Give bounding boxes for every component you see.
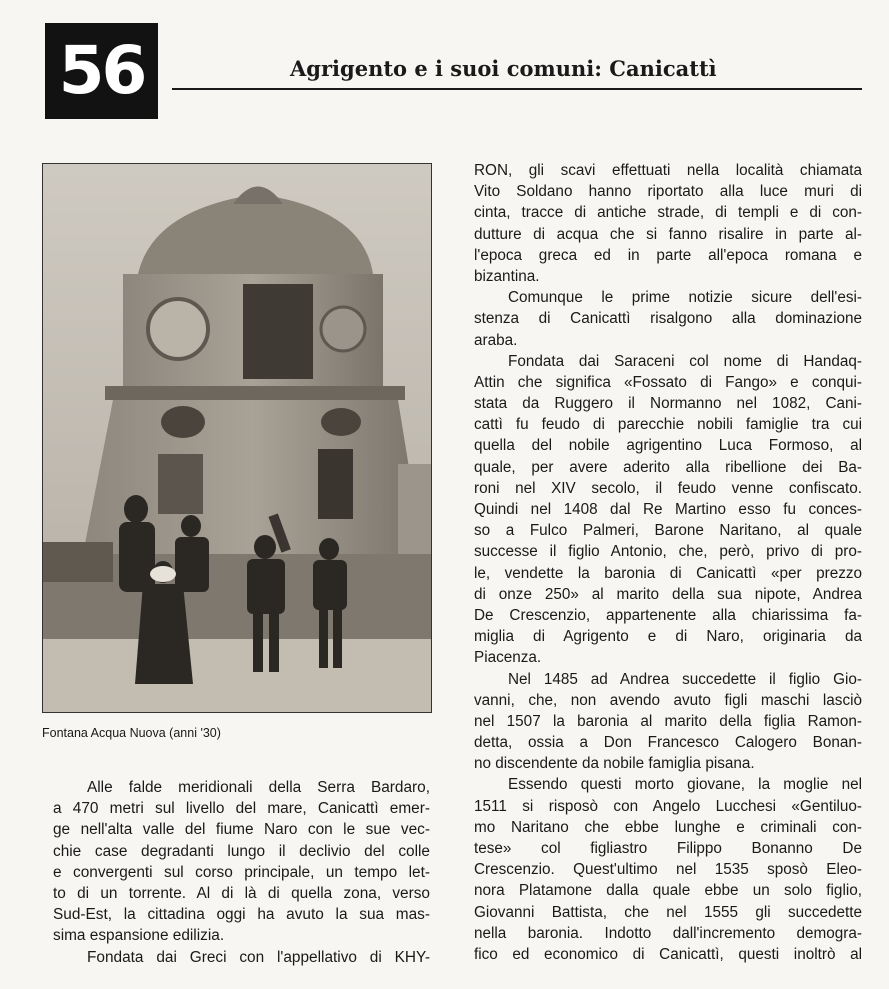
- text-line: di onze 250» al marito della sua nipote, Andrea: [474, 585, 862, 603]
- text-line: cinta, tracce di antiche strade, di templi e di con-: [474, 204, 862, 222]
- header-rule: [172, 88, 862, 90]
- text-line: roni nel XIV secolo, il feudo venne confiscato.: [474, 479, 862, 497]
- text-line: Nel 1485 ad Andrea succedette il figlio Gio-: [508, 670, 862, 688]
- text-line: l'epoca greca ed in parte all'epoca romana e: [474, 246, 862, 264]
- left-text-column: [53, 777, 430, 968]
- text-line: stenza di Canicattì risalgono alla dominazione: [474, 310, 862, 328]
- text-line: Attin che significa «Fossato di Fango» e conqui-: [474, 373, 862, 391]
- text-line: cattì fu feudo di parecchie nobili famiglie tra cui: [474, 416, 862, 434]
- text-line: RON, gli scavi effettuati nella località chiamata: [474, 162, 862, 179]
- text-line: Sud-Est, la cittadina oggi ha avuto la sua mas-: [53, 906, 430, 924]
- text-line: Fondata dai Greci con l'appellativo di KHY-: [87, 948, 430, 966]
- right-text-column: [474, 160, 862, 965]
- text-line: vanni, che, non avendo avuto figli maschi lasciò: [474, 691, 862, 709]
- text-line: stata da Ruggero il Normanno nel 1082, Cani-: [474, 395, 862, 413]
- text-line: Giovanni Battista, che nel 1555 gli succedette: [474, 903, 862, 921]
- text-line: e convergenti sul corso principale, un tempo let-: [53, 863, 430, 881]
- text-line: Crescenzio. Quest'ultimo nel 1535 sposò Eleo-: [474, 861, 862, 879]
- text-line: quella del nobile agrigentino Luca Formoso, al: [474, 437, 862, 455]
- text-line: to di un torrente. Al di là di quella zona, verso: [53, 884, 430, 902]
- page-title: Agrigento e i suoi comuni: Canicattì: [290, 56, 717, 81]
- text-line: Comunque le prime notizie sicure dell'esi-: [508, 289, 862, 307]
- text-line: De Crescenzio, appartenente alla chiarissima fa-: [474, 606, 862, 624]
- text-line: detta, ossia a Don Francesco Calogero Bonan-: [474, 734, 862, 752]
- photo-caption: Fontana Acqua Nuova (anni '30): [42, 726, 221, 740]
- text-line: fico ed economico di Canicattì, questi inoltrò al: [474, 945, 862, 963]
- text-line: araba.: [474, 331, 518, 349]
- text-line: quale, per avere aderito alla ribellione dei Ba-: [474, 458, 862, 476]
- text-line: Essendo questi morto giovane, la moglie nel: [508, 776, 862, 794]
- text-line: miglia di Agrigento e di Naro, originaria da: [474, 628, 862, 646]
- text-line: Quindi nel 1408 dal Re Martino esso fu conces-: [474, 501, 862, 518]
- text-line: le, vendette la baronia di Canicattì «per prezzo: [474, 564, 862, 582]
- text-line: tese» col figliastro Filippo Bonanno De: [474, 840, 862, 857]
- text-line: bizantina.: [474, 267, 540, 285]
- text-line: Fondata dai Saraceni col nome di Handaq-: [508, 352, 862, 370]
- text-line: successe il figlio Antonio, che, però, privo di pro-: [474, 543, 862, 561]
- text-line: nora Platamone dalla quale ebbe un solo figlio,: [474, 882, 862, 900]
- text-line: Alle falde meridionali della Serra Bardaro,: [87, 779, 430, 796]
- text-line: dutture di acqua che si fanno risalire in parte al-: [474, 225, 862, 243]
- text-line: ge nell'alta valle del fiume Naro con le sue vec-: [53, 821, 430, 839]
- text-line: chie case degradanti lungo il declivio del colle: [53, 842, 430, 860]
- text-line: Vito Soldano hanno riportato alla luce muri di: [474, 183, 862, 201]
- text-line: nella baronia. Indotto dall'incremento demogra-: [474, 924, 862, 942]
- text-line: nel 1507 la baronia al marito della figlia Ramon-: [474, 712, 862, 730]
- text-line: mo Naritano che ebbe lunghe e criminali con-: [474, 818, 862, 836]
- page-number: 56: [45, 23, 158, 119]
- text-line: so a Fulco Palmeri, Barone Naritano, al quale: [474, 522, 862, 540]
- text-line: Piacenza.: [474, 649, 542, 667]
- text-line: no discendente da nobile famiglia pisana.: [474, 755, 755, 773]
- text-line: sima espansione edilizia.: [53, 927, 225, 945]
- fountain-photo: [42, 163, 432, 713]
- text-line: 1511 si risposò con Angelo Lucchesi «Gentiluo-: [474, 797, 862, 815]
- text-line: a 470 metri sul livello del mare, Canicattì emer-: [53, 800, 430, 818]
